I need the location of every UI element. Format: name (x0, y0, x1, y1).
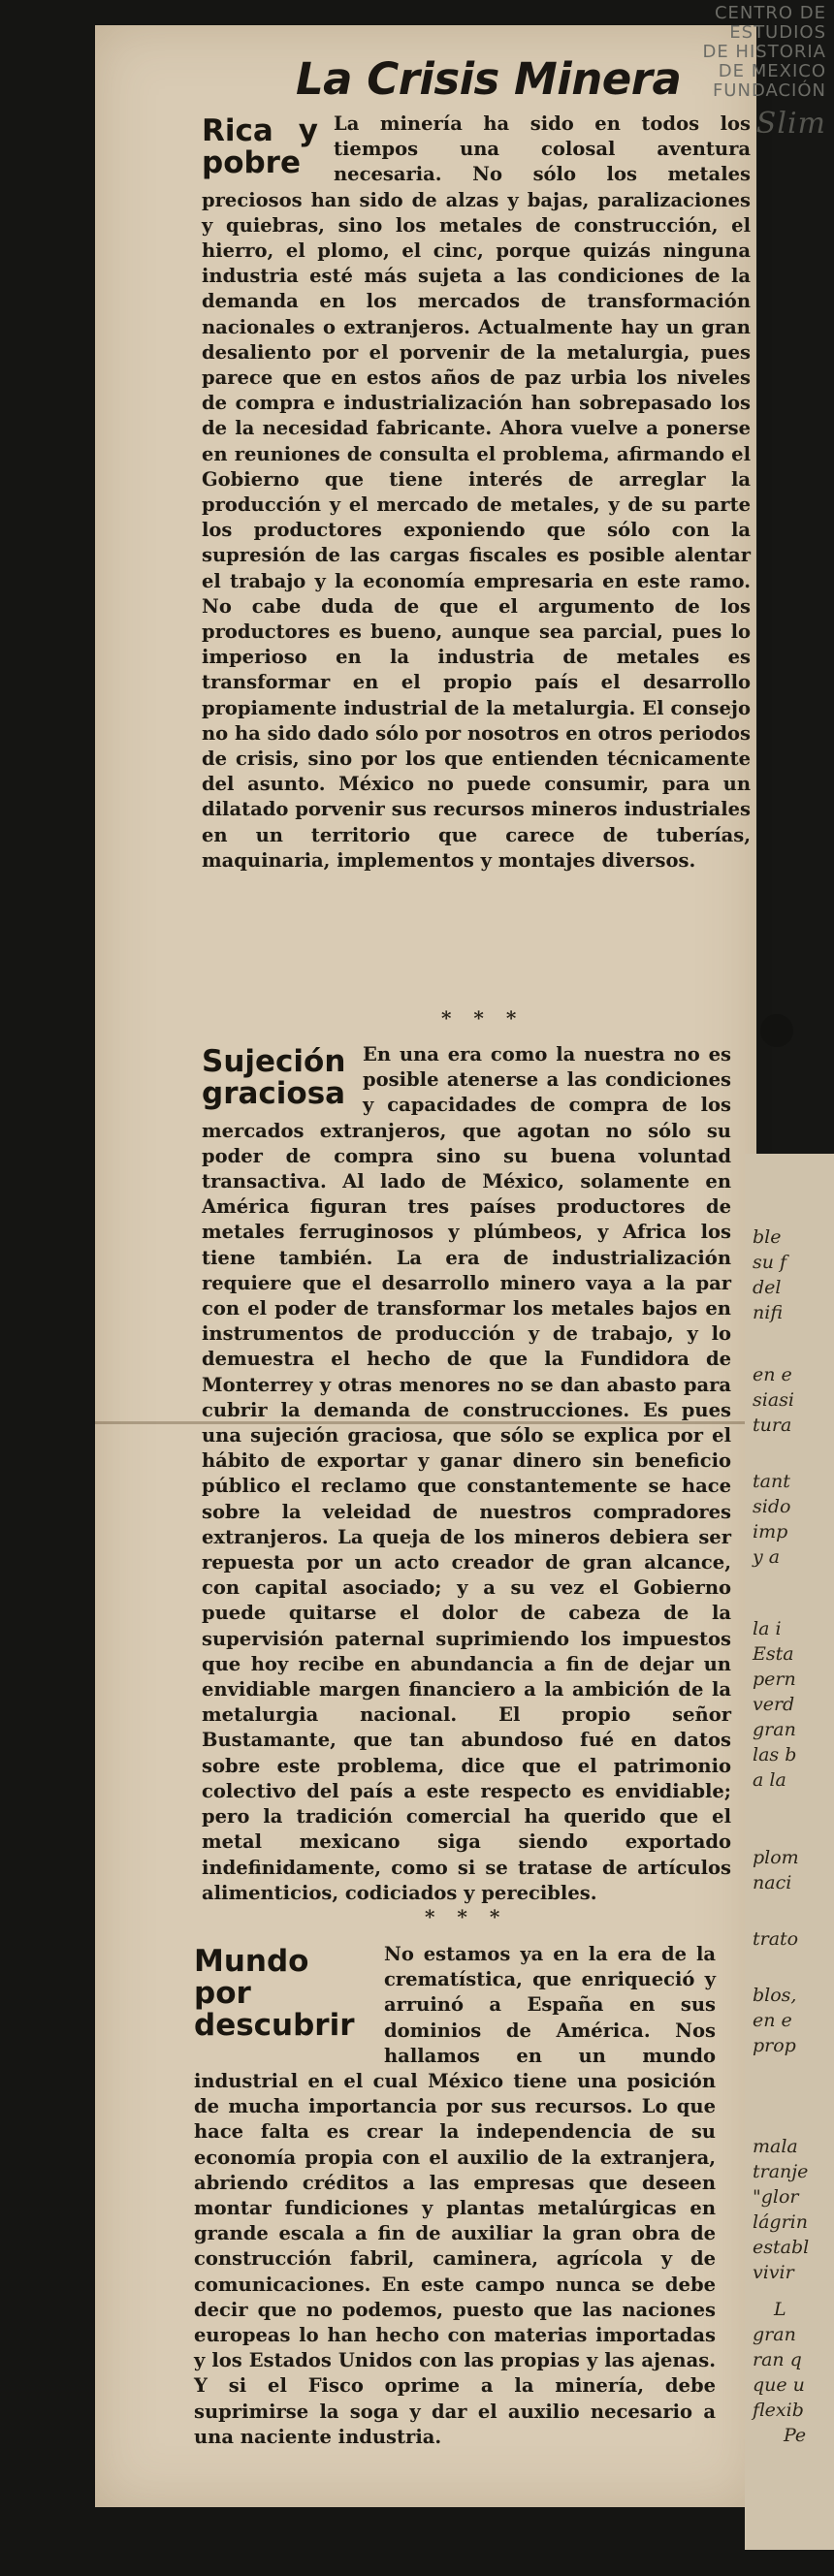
fragment-line: las b (753, 1744, 797, 1765)
fragment-line: tranje (753, 2161, 809, 2182)
fragment-line: Pe (784, 2425, 807, 2446)
fragment-line: gran (753, 1719, 796, 1740)
fragment-line: su f (753, 1252, 787, 1273)
fragment-line: en e (753, 2010, 792, 2031)
fragment-line: ble (753, 1226, 782, 1248)
section-heading: Mundo por descubrir (194, 1944, 355, 2043)
fragment-line: blos, (753, 1985, 797, 2006)
fragment-line: naci (753, 1872, 792, 1893)
article-section-1 (202, 111, 751, 874)
section-body: La minería ha sido en todos los tiempos una colosal aventura necesaria. No sólo los metales preciosos han sido de alzas y bajas, paralizaciones y quiebras, sino los metales de construcción, el hierro, el plomo, el cinc, porque quizás ninguna industria esté más sujeta a las condiciones de la demanda en los mercados de transformación nacionales o extranjeros. Actualmente hay un gran desaliento por el porvenir de la metalurgia, pues parece que en estos años de paz urbia los niveles de compra e industrialización han sobrepasado los de la necesidad fabricante. Ahora vuelve a ponerse en reuniones de consulta el problema, afirmando el Gobierno que tiene interés de arreglar la producción y el mercado de metales, y de su parte los productores exponiendo que sólo con la supresión de las cargas fiscales es posible alentar el trabajo y la economía empresaria en este ramo. No cabe duda de que el argumento de los productores es bueno, aunque sea parcial, pues lo imperioso en la industria de metales es transformar en el propio país el desarrollo propiamente industrial de la metalurgia. El consejo no ha sido dado sólo por nosotros en otros periodos de crisis, sino por los que entienden técnicamente del asunto. México no puede consumir, para un dilatado porvenir sus recursos mineros industriales en un territorio que carece de tuberías, maquinaria, implementos y montajes diversos. (202, 112, 751, 872)
fragment-line: L (774, 2299, 786, 2320)
section-body: En una era como la nuestra no es posible atenerse a las condiciones y capacidades de compra de los mercados extranjeros, que agotan no sólo su poder de compra sino su buena voluntad transactiva. Al lado de México, solamente en América figuran tres países productores de metales ferruginosos y plúmbeos, y Africa los tiene también. La era de industrialización requiere que el desarrollo minero vaya a la par con el poder de transformar los metales bajos en instrumentos de producción y de trabajo, y lo demuestra el hecho de que la Fundidora de Monterrey y otras menores no se dan abasto para cubrir la demanda de construcciones. Es pues una sujeción graciosa, que sólo se explica por el hábito de exportar y ganar dinero sin beneficio público el reclamo que constantemente se hace sobre la veleidad de nuestros compradores extranjeros. La queja de los mineros debiera ser repuesta por un acto creador de gran alcance, con capital asociado; y a su vez el Gobierno puede quitarse el dolor de cabeza de la supervisión paternal suprimiendo los impuestos que hoy recibe en abundancia a fin de dejar un envidiable margen financiero a la ambición de la metalurgia nacional. El propio señor Bustamante, que tan abundoso fué en datos sobre este problema, dice que el patrimonio colectivo del país a este respecto es envidiable; pero la tradición comercial ha querido que el metal mexicano siga siendo exportado indefinidamente, como si se tratase de artículos alimenticios, codiciados y perecibles. (202, 1043, 731, 1904)
fragment-line: tura (753, 1415, 792, 1436)
fragment-line: Esta (753, 1643, 794, 1665)
fragment-line: flexib (753, 2400, 804, 2421)
fragment-line: "glor (753, 2186, 799, 2208)
fragment-line: plom (753, 1847, 799, 1868)
stamp-line: DE MEXICO (718, 61, 826, 81)
fragment-line: pern (753, 1669, 796, 1690)
fragment-line: ran q (753, 2349, 802, 2370)
fragment-line: nifi (753, 1302, 783, 1323)
article-section-3 (194, 1942, 716, 2450)
section-heading: Sujeción graciosa (202, 1044, 346, 1111)
fragment-line: establ (753, 2237, 810, 2258)
section-separator: * * * (425, 1905, 508, 1928)
fragment-line: la i (753, 1618, 782, 1639)
stamp-line: CENTRO DE (714, 3, 826, 23)
stamp-line: DE HISTORIA (702, 42, 826, 62)
stamp-signature: Slim (755, 107, 826, 141)
fragment-line: mala (753, 2136, 798, 2157)
fragment-line: que u (753, 2374, 805, 2396)
fragment-line: lágrin (753, 2211, 808, 2233)
adjacent-column-fragment (745, 1154, 834, 2550)
fragment-line: prop (753, 2035, 796, 2056)
headline: La Crisis Minera (296, 53, 682, 105)
fragment-line: tant (753, 1471, 790, 1492)
fragment-line: imp (753, 1521, 788, 1542)
fragment-line: del (753, 1277, 782, 1298)
fragment-line: siasi (753, 1389, 794, 1411)
fragment-line: verd (753, 1694, 795, 1715)
fragment-line: y a (753, 1546, 781, 1568)
fragment-line: gran (753, 2324, 796, 2345)
edge-mark (760, 1014, 793, 1047)
stamp-line: FUNDACIÓN (712, 80, 826, 101)
section-separator: * * * (441, 1006, 525, 1030)
fragment-line: trato (753, 1928, 799, 1950)
fragment-line: en e (753, 1364, 792, 1385)
fragment-line: a la (753, 1769, 786, 1791)
fragment-line: sido (753, 1496, 791, 1517)
section-body: No estamos ya en la era de la crematística, que enriqueció y arruinó a España en sus dominios de América. Nos hallamos en un mundo industrial en el cual México tiene una posición de mucha importancia por sus recursos. Lo que hace falta es crear la independencia de su economía propia con el auxilio de la extranjera, abriendo créditos a las empresas que deseen montar fundiciones y plantas metalúrgicas en grande escala a fin de auxiliar la gran obra de construcción fabril, caminera, agrícola y de comunicaciones. En este campo nunca se debe decir que no podemos, puesto que las naciones europeas lo han hecho con materias importadas y los Estados Unidos con las propias y las ajenas. Y si el Fisco oprime a la minería, debe suprimirse la soga y dar el auxilio necesario a una naciente industria. (194, 1943, 716, 2448)
fragment-line: vivir (753, 2262, 794, 2283)
stamp-line: ESTUDIOS (729, 22, 826, 43)
section-heading: Rica y pobre (202, 113, 318, 180)
article-section-2 (202, 1042, 731, 1906)
